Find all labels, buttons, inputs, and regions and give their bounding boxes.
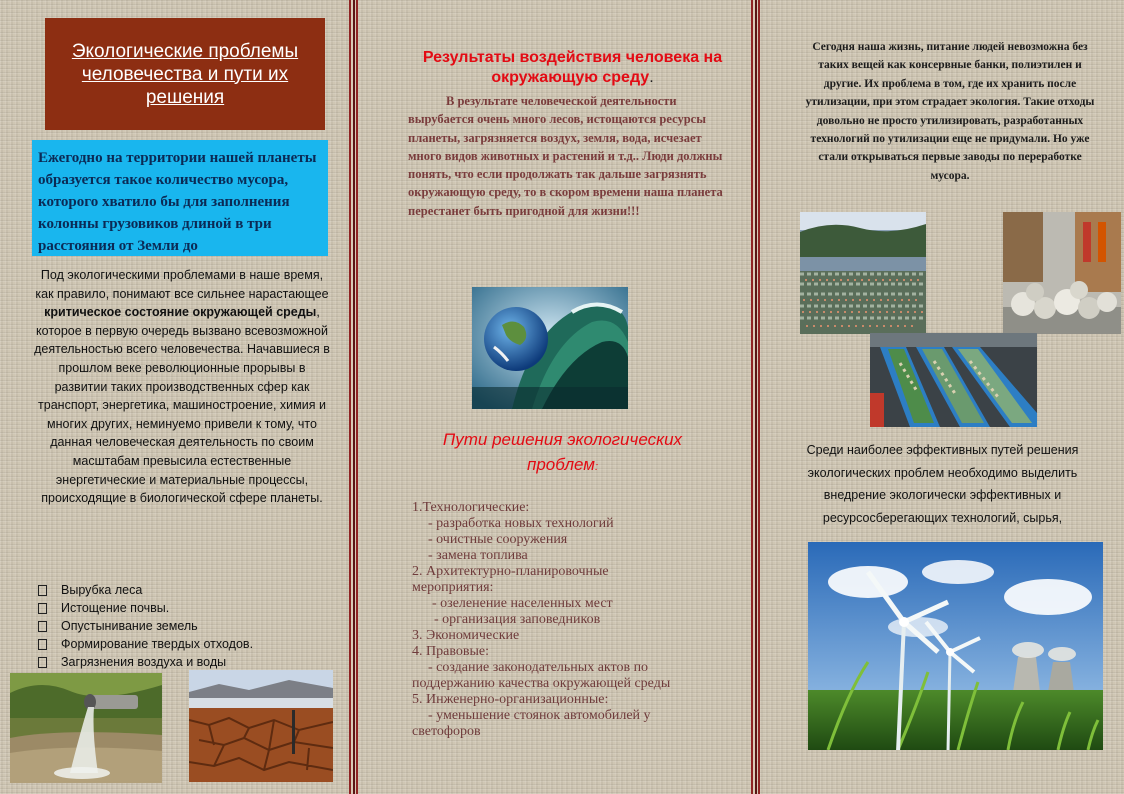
solutions-line: - замена топлива [428, 548, 528, 563]
column-divider-right [751, 0, 760, 794]
results-heading-dot: . [649, 69, 654, 86]
checkbox-bullet-icon [38, 639, 47, 650]
fact-box: Ежегодно на территории нашей планеты образуется такое количество мусора, которого хватило бы для заполнения колонны грузовиков длиной в три расстояния от Земли до [32, 140, 328, 256]
solutions-heading [410, 427, 715, 480]
effective-paths-paragraph: Среди наиболее эффективных путей решения экологических проблем необходимо выделить внедрение экологически эффективных и ресурсосберегающих технологий, сырья, [806, 443, 1079, 525]
polluted-pipe-photo [10, 673, 162, 783]
checkbox-bullet-icon [38, 657, 47, 668]
solutions-heading-colon: : [594, 461, 599, 473]
list-item [38, 653, 338, 671]
solutions-line: 1.Технологические: [412, 500, 530, 515]
intro-text-bold: критическое состояние окружающей среды [44, 305, 317, 320]
checkbox-bullet-icon [38, 585, 47, 596]
intro-text-start: Под экологическими проблемами в наше время, как правило, понимают все сильнее нарастающее [35, 268, 329, 301]
brochure-title-box [45, 18, 325, 130]
results-paragraph: В результате человеческой деятельности вырубается очень много лесов, истощаются ресурсы планеты, загрязняется воздух, земля, вода, исчезает много видов животных и растений и т.д.. Люди должны понять, что если продолжать так дальше загрязнять окружающую среду, то в скором времени наша планета перестанет быть пригодной для жизни!!! [408, 94, 723, 218]
recycling-plant-photo [870, 333, 1037, 427]
earth-wave-image [472, 287, 628, 409]
cracked-earth-photo [189, 670, 333, 782]
polluted-lake-photo [800, 212, 926, 334]
wind-turbines-photo [808, 542, 1103, 750]
column-divider-left [349, 0, 358, 794]
solutions-heading-text: Пути решения экологических проблем [442, 430, 683, 474]
solutions-line: - разработка новых технологий [428, 516, 614, 531]
list-item-label: Вырубка леса [61, 583, 143, 597]
list-item [38, 599, 338, 617]
list-item-label: Формирование твердых отходов. [61, 637, 254, 651]
garbage-street-photo [1003, 212, 1121, 334]
list-item [38, 581, 338, 599]
list-item-label: Загрязнения воздуха и воды [61, 655, 227, 669]
list-item [38, 617, 338, 635]
solutions-line: - уменьшение стоянок автомобилей у [428, 708, 651, 723]
list-item-label: Истощение почвы. [61, 601, 170, 615]
list-item-label: Опустынивание земель [61, 619, 198, 633]
problems-list [38, 581, 338, 671]
solutions-line: 2. Архитектурно-планировочные [412, 564, 609, 579]
solutions-line: светофоров [412, 724, 481, 739]
solutions-line: - озеленение населенных мест [432, 596, 613, 611]
solutions-line: 3. Экономические [412, 628, 520, 643]
solutions-line: - создание законодательных актов по [428, 660, 649, 675]
brochure-title: Экологические проблемы человечества и пути их решения [71, 40, 299, 108]
intro-text-end: , которое в первую очередь вызвано всевозможной деятельностью всего человечества. Начавшиеся в прошлом веке революционные прорывы в развитии таких производственных сфер как транспорт, энергетика, машиностроение, химия и многих других, неминуемо привели к тому, что данная человеческая деятельность по своим масштабам превысила естественные энергетические и материальные процессы, происходящие в биологической сфере планеты. [34, 305, 330, 506]
solutions-line: поддержанию качества окружающей среды [412, 676, 671, 691]
solutions-line: - организация заповедников [434, 612, 601, 627]
solutions-line: 5. Инженерно-организационные: [412, 692, 609, 707]
results-heading-text: Результаты воздействия человека на окружающую среду [422, 49, 723, 86]
solutions-line: мероприятия: [412, 580, 494, 595]
checkbox-bullet-icon [38, 603, 47, 614]
results-heading [400, 48, 745, 88]
solutions-line: 4. Правовые: [412, 644, 489, 659]
waste-paragraph: Сегодня наша жизнь, питание людей невозможна без таких вещей как консервные банки, полиэтилен и другие. Их проблема в том, где их хранить после утилизации, при этом страдает экология. Такие отходы довольно не просто утилизировать, разработанных технологий по утилизации еще не придумали. Но уже стали открываться первые заводы по переработке мусора. [805, 41, 1095, 182]
list-item [38, 635, 338, 653]
checkbox-bullet-icon [38, 621, 47, 632]
solutions-list [412, 500, 732, 740]
intro-paragraph [34, 266, 330, 508]
solutions-line: - очистные сооружения [428, 532, 568, 547]
